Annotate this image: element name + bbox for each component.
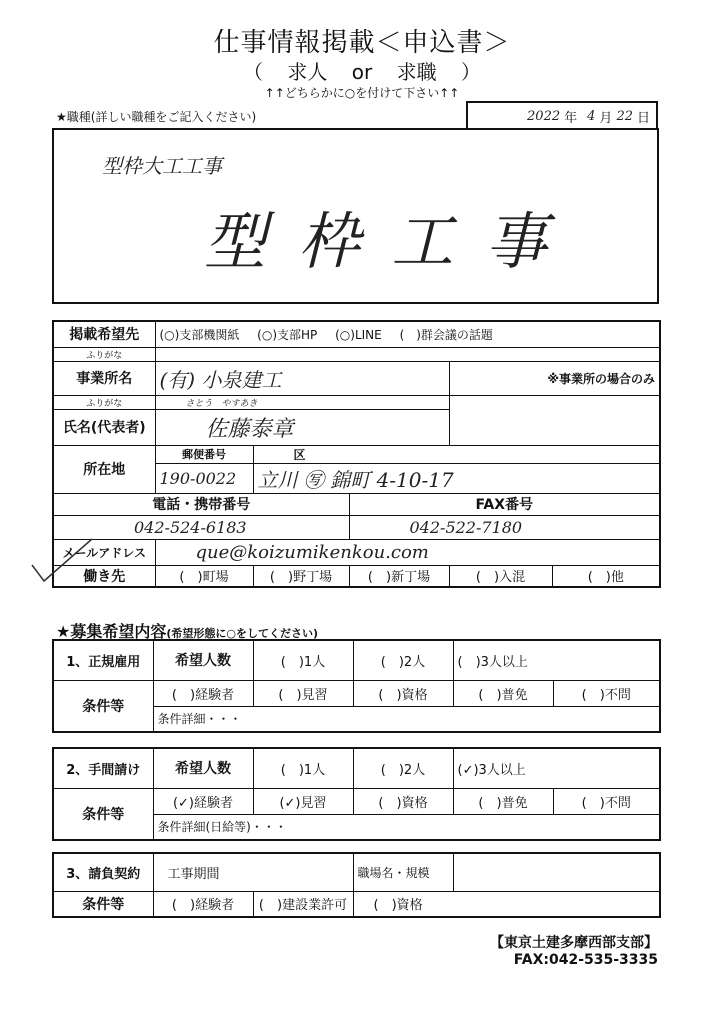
mail-label: メールアドレス	[53, 539, 155, 565]
job-type-label: ★職種(詳しい職種をご記入ください)	[56, 110, 257, 124]
workplace-option[interactable]: ( )入混	[449, 565, 552, 587]
business-label: 事業所名	[53, 361, 155, 395]
workplace-label: 働き先	[53, 565, 155, 587]
section3-site-label: 職場名・規模	[353, 853, 453, 891]
furigana-value[interactable]	[155, 347, 660, 361]
furigana-value[interactable]: さとう やすあき	[155, 395, 449, 409]
date-year-unit: 年	[564, 110, 578, 126]
postal-label: 郵便番号	[155, 445, 253, 463]
date-year: 2022	[527, 108, 561, 124]
cond-option[interactable]: ( )建設業許可	[253, 891, 353, 917]
date-month-unit: 月	[599, 110, 613, 126]
count-option[interactable]: ( )2人	[353, 640, 453, 680]
section2-detail[interactable]: 条件詳細(日給等)・・・	[153, 814, 660, 840]
count-option[interactable]: ( )2人	[353, 748, 453, 788]
form-note: ↑↑どちらかに○を付けて下さい↑↑	[264, 86, 460, 100]
form-title: 仕事情報掲載＜申込書＞	[213, 28, 511, 58]
postal-value[interactable]: 190-0022	[155, 463, 253, 493]
phone-value[interactable]: 042-524-6183	[53, 515, 349, 539]
footer-org: 【東京土建多摩西部支部】	[490, 935, 658, 951]
date-month: 4	[587, 108, 596, 124]
cond-option[interactable]: (✓)見習	[253, 788, 353, 814]
cond-option[interactable]: ( )資格	[353, 680, 453, 706]
job-type-handwritten-large: 型 枠 工 事	[204, 205, 554, 278]
rep-label: 氏名(代表者)	[53, 409, 155, 445]
furigana-label: ふりがな	[53, 347, 155, 361]
rep-extra-cell	[449, 395, 660, 445]
publish-option[interactable]: (○)支部機関紙	[159, 327, 240, 342]
publish-option[interactable]: ( )群会議の話題	[399, 327, 493, 342]
section3-title: 3、請負契約	[53, 853, 153, 891]
address-value[interactable]: 立川 ㊢ 錦町 4-10-17	[253, 463, 660, 493]
cond-option[interactable]: ( )資格	[353, 891, 660, 917]
cond-option[interactable]: ( )普免	[453, 788, 553, 814]
count-option[interactable]: ( )1人	[253, 640, 353, 680]
cond-option[interactable]: (✓)経験者	[153, 788, 253, 814]
publish-option[interactable]: (○)LINE	[335, 327, 382, 342]
section1-table	[52, 639, 661, 733]
check-mark-icon	[28, 535, 98, 585]
section2-table	[52, 747, 661, 841]
footer-fax: FAX:042-535-3335	[513, 952, 658, 968]
count-option[interactable]: ( )1人	[253, 748, 353, 788]
workplace-option[interactable]: ( )町場	[155, 565, 253, 587]
recruit-heading-title: ★募集希望内容	[56, 622, 167, 641]
business-note: ※事業所の場合のみ	[449, 361, 660, 395]
info-table	[52, 320, 661, 588]
recruit-heading-note: (希望形態に○をしてください)	[166, 627, 319, 640]
mail-value[interactable]: que@koizumikenkou.com	[155, 539, 660, 565]
fax-value[interactable]: 042-522-7180	[349, 515, 660, 539]
form-subtitle: （ 求人 or 求職 ）	[243, 60, 481, 84]
count-option[interactable]: ( )3人以上	[453, 640, 660, 680]
workplace-option[interactable]: ( )他	[552, 565, 660, 587]
workplace-option[interactable]: ( )野丁場	[253, 565, 349, 587]
workplace-option[interactable]: ( )新丁場	[349, 565, 449, 587]
cond-option[interactable]: ( )経験者	[153, 891, 253, 917]
section1-cond-label: 条件等	[53, 680, 153, 732]
section3-period-label[interactable]: 工事期間	[153, 853, 353, 891]
date-day: 22	[616, 108, 633, 124]
section2-count-label: 希望人数	[153, 748, 253, 788]
rep-value[interactable]: 佐藤泰章	[155, 409, 449, 445]
cond-option[interactable]: ( )資格	[353, 788, 453, 814]
cond-option[interactable]: ( )経験者	[153, 680, 253, 706]
address-label: 所在地	[53, 445, 155, 493]
section2-cond-label: 条件等	[53, 788, 153, 840]
publish-options	[155, 321, 660, 347]
section3-table	[52, 852, 661, 918]
ward-label: 区	[253, 445, 660, 463]
count-option[interactable]: (✓)3人以上	[453, 748, 660, 788]
section1-detail[interactable]: 条件詳細・・・	[153, 706, 660, 732]
job-type-box	[52, 128, 659, 304]
section1-title: 1、正規雇用	[53, 640, 153, 680]
cond-option[interactable]: ( )見習	[253, 680, 353, 706]
publish-option[interactable]: (○)支部HP	[257, 327, 318, 342]
business-value[interactable]: (有) 小泉建工	[155, 361, 449, 395]
section3-cond-label: 条件等	[53, 891, 153, 917]
cond-option[interactable]: ( )不問	[553, 788, 660, 814]
fax-label: FAX番号	[349, 493, 660, 515]
cond-option[interactable]: ( )普免	[453, 680, 553, 706]
date-box	[466, 101, 658, 129]
section2-title: 2、手間請け	[53, 748, 153, 788]
furigana-label: ふりがな	[53, 395, 155, 409]
job-type-handwritten-small: 型枠大工工事	[102, 154, 222, 178]
date-day-unit: 日	[636, 110, 650, 126]
phone-label: 電話・携帯番号	[53, 493, 349, 515]
section1-count-label: 希望人数	[153, 640, 253, 680]
cond-option[interactable]: ( )不問	[553, 680, 660, 706]
section3-site-value[interactable]	[453, 853, 660, 891]
publish-label: 掲載希望先	[53, 321, 155, 347]
